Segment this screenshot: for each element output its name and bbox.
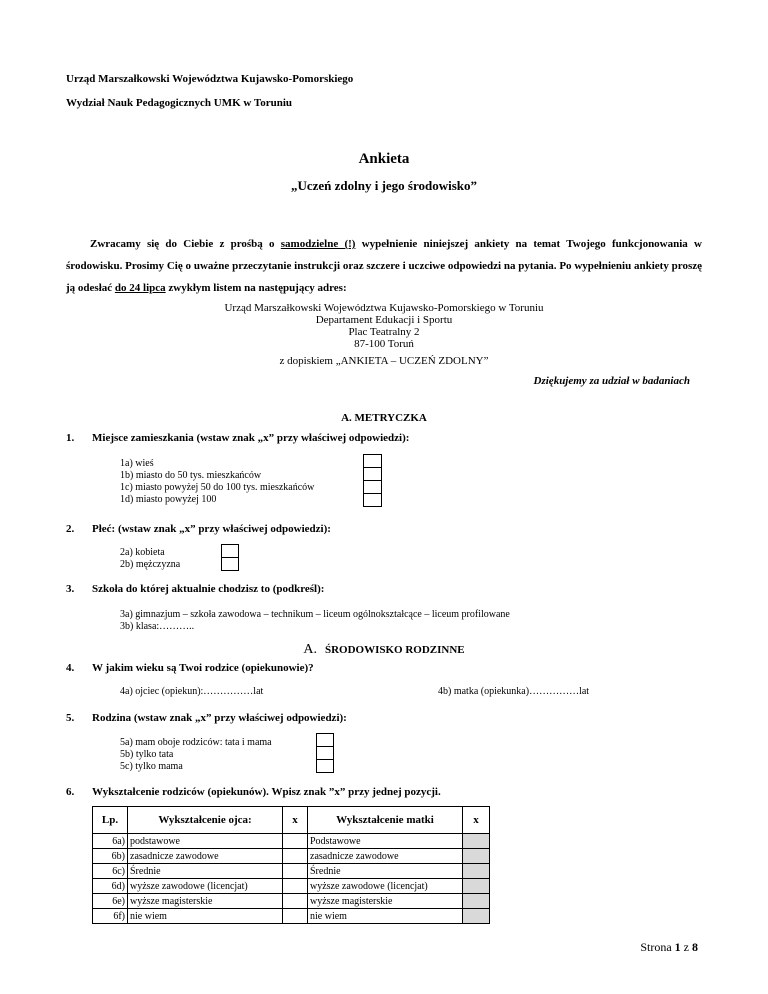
father-mark-cell[interactable] [283,849,308,864]
q1-option-1b: 1b) miasto do 50 tys. mieszkańców [120,470,262,481]
q3-option-3b[interactable]: 3b) klasa:……….. [120,621,195,632]
q1-option-1c: 1c) miasto powyżej 50 do 100 tys. mieszkańców [120,482,315,493]
table-row [93,894,490,909]
q1-option-1a: 1a) wieś [120,458,154,469]
q4-number: 4. [66,662,75,674]
q3-text: Szkoła do której aktualnie chodzisz to (podkreśl): [92,583,325,595]
q4-mother-age[interactable]: 4b) matka (opiekunka)……………lat [438,686,590,697]
table-header-row [93,807,490,834]
mother-mark-cell[interactable] [463,864,490,879]
q5-checkbox-5a[interactable] [316,733,334,747]
father-mark-cell[interactable] [283,909,308,924]
institution-name: Urząd Marszałkowski Województwa Kujawsko-Pomorskiego [66,73,354,85]
q5-checkbox-5c[interactable] [316,759,334,773]
address-line-4: 87-100 Toruń [354,338,414,350]
page-subtitle: „Uczeń zdolny i jego środowisko” [290,178,478,193]
q2-option-2a: 2a) kobieta [120,547,165,558]
q5-checkbox-5b[interactable] [316,746,334,760]
mother-mark-cell[interactable] [463,879,490,894]
q5-text: Rodzina (wstaw znak „x” przy właściwej odpowiedzi): [92,712,347,724]
row-lp: 6f) [93,909,128,924]
mother-education: nie wiem [308,909,463,924]
faculty-name: Wydział Nauk Pedagogicznych UMK w Toruniu [66,97,293,109]
section-metryczka-heading: A. METRYCZKA [341,412,427,424]
q2-checkbox-2a[interactable] [221,544,239,558]
address-line-3: Plac Teatralny 2 [348,326,420,338]
mother-mark-cell[interactable] [463,849,490,864]
q5-option-5a: 5a) mam oboje rodziców: tata i mama [120,737,272,748]
col-header-father: Wykształcenie ojca: [128,807,283,834]
father-education: wyższe magisterskie [128,894,283,909]
address-line-2: Departament Edukacji i Sportu [315,314,453,326]
mother-education: Podstawowe [308,834,463,849]
q1-checkbox-1c[interactable] [363,480,382,494]
page-number: Strona 1 z 8 [640,940,698,954]
mother-mark-cell[interactable] [463,909,490,924]
q4-father-age[interactable]: 4a) ojciec (opiekun):……………lat [120,686,264,697]
col-header-mother: Wykształcenie matki [308,807,463,834]
q5-number: 5. [66,712,75,724]
table-row [93,879,490,894]
father-mark-cell[interactable] [283,834,308,849]
col-header-lp: Lp. [93,807,128,834]
row-lp: 6b) [93,849,128,864]
address-note: z dopiskiem „ANKIETA – UCZEŃ ZDOLNY” [279,355,489,367]
thanks-note: Dziękujemy za udział w badaniach [533,375,690,387]
q6-number: 6. [66,786,75,798]
q6-text: Wykształcenie rodziców (opiekunów). Wpisz znak ”x” przy jednej pozycji. [92,786,441,798]
q2-text: Płeć: (wstaw znak „x” przy właściwej odpowiedzi): [92,523,331,535]
col-header-mother-x: x [463,807,490,834]
row-lp: 6d) [93,879,128,894]
address-line-1: Urząd Marszałkowski Województwa Kujawsko-Pomorskiego w Toruniu [224,302,544,314]
father-mark-cell[interactable] [283,879,308,894]
q1-options [120,458,314,506]
father-mark-cell[interactable] [283,864,308,879]
mother-education: wyższe zawodowe (licencjat) [308,879,463,894]
table-row [93,849,490,864]
q5-option-5c: 5c) tylko mama [120,761,183,772]
table-row [93,834,490,849]
row-lp: 6e) [93,894,128,909]
table-row [93,864,490,879]
q3-number: 3. [66,583,75,595]
page-title: Ankieta [358,151,410,167]
col-header-father-x: x [283,807,308,834]
q1-checkbox-1b[interactable] [363,467,382,481]
q1-text: Miejsce zamieszkania (wstaw znak „x” przy właściwej odpowiedzi): [92,432,410,444]
q1-checkbox-1a[interactable] [363,454,382,468]
section-family-heading: A. ŚRODOWISKO RODZINNE [303,642,465,657]
q3-options [120,609,510,633]
mother-education: zasadnicze zawodowe [308,849,463,864]
q2-number: 2. [66,523,75,535]
father-education: wyższe zawodowe (licencjat) [128,879,283,894]
father-education: zasadnicze zawodowe [128,849,283,864]
q4-text: W jakim wieku są Twoi rodzice (opiekunowie)? [92,662,314,674]
q2-option-2b: 2b) mężczyzna [120,559,181,570]
row-lp: 6a) [93,834,128,849]
q5-options [120,737,272,773]
mother-education: wyższe magisterskie [308,894,463,909]
q2-options [120,547,180,571]
q5-option-5b: 5b) tylko tata [120,749,174,760]
mother-education: Średnie [308,864,463,879]
mother-mark-cell[interactable] [463,894,490,909]
q1-number: 1. [66,432,75,444]
row-lp: 6c) [93,864,128,879]
mother-mark-cell[interactable] [463,834,490,849]
father-mark-cell[interactable] [283,894,308,909]
father-education: nie wiem [128,909,283,924]
intro-paragraph: Zwracamy się do Ciebie z prośbą o samodzielne (!) wypełnienie niniejszej ankiety na temat Twojego funkcjonowania w środowisku. Prosimy Cię o uważne przeczytanie instrukcji oraz szczere i uczciwe odpowiedzi na pytania. Po wypełnieniu ankiety proszę ją odesłać do 24 lipca zwykłym listem na następujący adres: [66,238,702,294]
q3-option-3a: 3a) gimnazjum – szkoła zawodowa – technikum – liceum ogólnokształcące – liceum profilowane [120,609,510,620]
q2-checkbox-2b[interactable] [221,557,239,571]
father-education: Średnie [128,864,283,879]
father-education: podstawowe [128,834,283,849]
q1-checkbox-1d[interactable] [363,493,382,507]
table-row [93,909,490,924]
education-table [92,806,490,924]
q1-option-1d: 1d) miasto powyżej 100 [120,494,217,505]
